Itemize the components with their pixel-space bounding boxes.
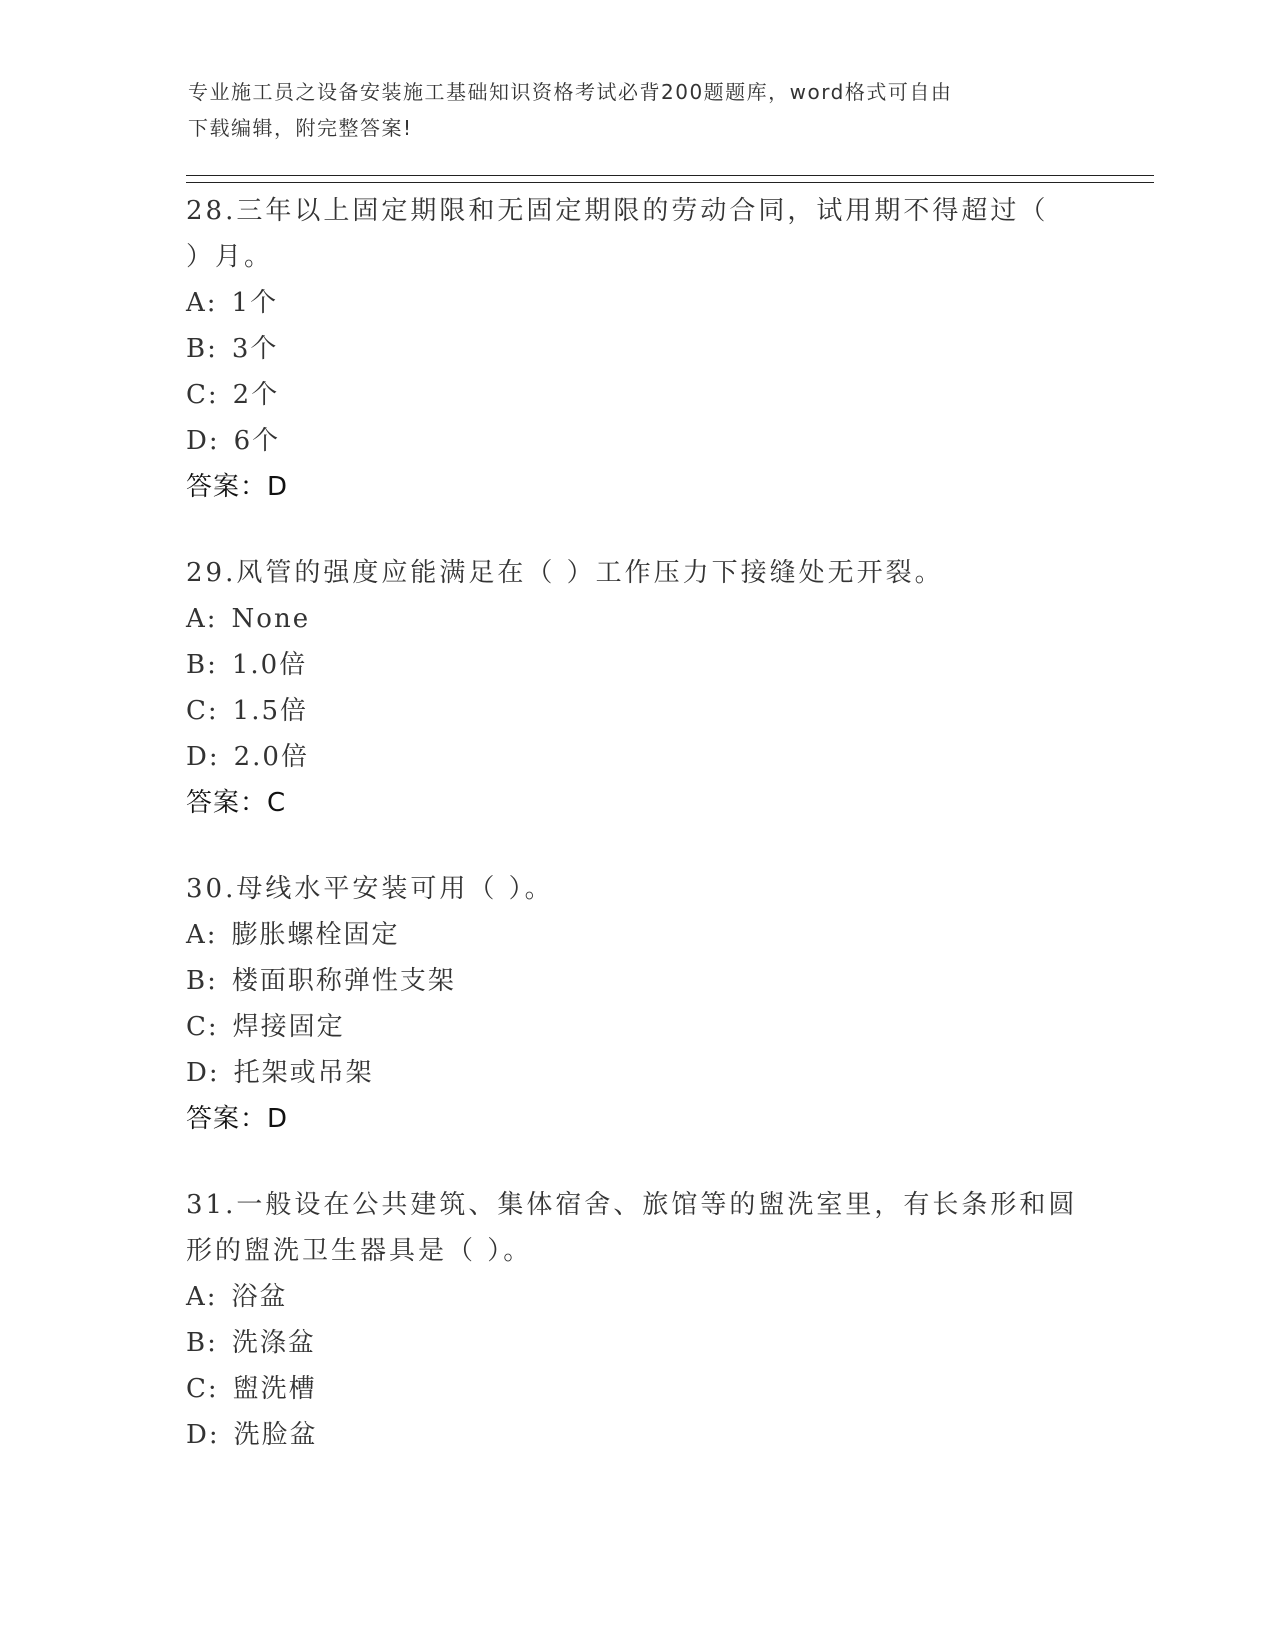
option-letter: C:	[186, 696, 219, 726]
header-line-2: 下载编辑，附完整答案!	[188, 116, 413, 140]
option-text: 1个	[231, 288, 279, 318]
document-header	[188, 74, 1088, 146]
question-29	[186, 550, 1086, 826]
answer-label: 答案：D	[186, 472, 289, 502]
option-c	[186, 688, 1086, 734]
option-text: 洗涤盆	[231, 1328, 316, 1358]
option-text: 2.0倍	[233, 742, 309, 772]
option-c	[186, 1004, 1086, 1050]
option-b	[186, 326, 1086, 372]
option-letter: A:	[186, 288, 218, 318]
option-letter: B:	[186, 334, 218, 364]
option-d	[186, 734, 1086, 780]
option-letter: C:	[186, 1374, 219, 1404]
option-a	[186, 280, 1086, 326]
option-letter: C:	[186, 1012, 219, 1042]
option-d	[186, 418, 1086, 464]
option-c	[186, 372, 1086, 418]
question-stem: 30.母线水平安装可用（ ）。	[186, 874, 554, 904]
option-text: 托架或吊架	[233, 1058, 374, 1088]
question-stem: 28.三年以上固定期限和无固定期限的劳动合同，试用期不得超过（	[186, 196, 1049, 226]
option-text: None	[231, 604, 311, 634]
option-letter: D:	[186, 1420, 220, 1450]
option-d	[186, 1412, 1086, 1458]
option-text: 3个	[231, 334, 279, 364]
question-stem: 29.风管的强度应能满足在（ ）工作压力下接缝处无开裂。	[186, 558, 944, 588]
option-text: 浴盆	[231, 1282, 288, 1312]
option-text: 膨胀螺栓固定	[231, 920, 400, 950]
question-stem-continued: ）月。	[186, 242, 274, 272]
option-letter: B:	[186, 650, 218, 680]
option-letter: D:	[186, 1058, 220, 1088]
option-d	[186, 1050, 1086, 1096]
option-letter: A:	[186, 920, 218, 950]
option-text: 1.0倍	[231, 650, 308, 680]
option-letter: D:	[186, 426, 220, 456]
option-letter: D:	[186, 742, 220, 772]
question-list	[186, 188, 1086, 1498]
option-b	[186, 642, 1086, 688]
option-text: 洗脸盆	[233, 1420, 318, 1450]
option-letter: A:	[186, 604, 218, 634]
question-stem-continued: 形的盥洗卫生器具是（ ）。	[186, 1236, 533, 1266]
option-a	[186, 1274, 1086, 1320]
option-b	[186, 958, 1086, 1004]
option-text: 楼面职称弹性支架	[231, 966, 456, 996]
answer-label: 答案：C	[186, 788, 287, 818]
option-c	[186, 1366, 1086, 1412]
option-a	[186, 912, 1086, 958]
option-a	[186, 596, 1086, 642]
header-divider-top	[186, 175, 1154, 176]
header-line-1: 专业施工员之设备安装施工基础知识资格考试必背200题题库，word格式可自由	[188, 80, 953, 104]
question-28	[186, 188, 1086, 510]
option-text: 焊接固定	[232, 1012, 345, 1042]
question-stem: 31.一般设在公共建筑、集体宿舍、旅馆等的盥洗室里，有长条形和圆	[186, 1190, 1078, 1220]
answer-label: 答案：D	[186, 1104, 289, 1134]
option-letter: C:	[186, 380, 219, 410]
option-text: 1.5倍	[232, 696, 309, 726]
option-text: 2个	[232, 380, 280, 410]
question-30	[186, 866, 1086, 1142]
option-b	[186, 1320, 1086, 1366]
option-letter: A:	[186, 1282, 218, 1312]
option-letter: B:	[186, 1328, 218, 1358]
option-text: 盥洗槽	[232, 1374, 317, 1404]
option-letter: B:	[186, 966, 218, 996]
question-31	[186, 1182, 1086, 1458]
option-text: 6个	[233, 426, 281, 456]
header-divider-bottom	[186, 182, 1154, 183]
